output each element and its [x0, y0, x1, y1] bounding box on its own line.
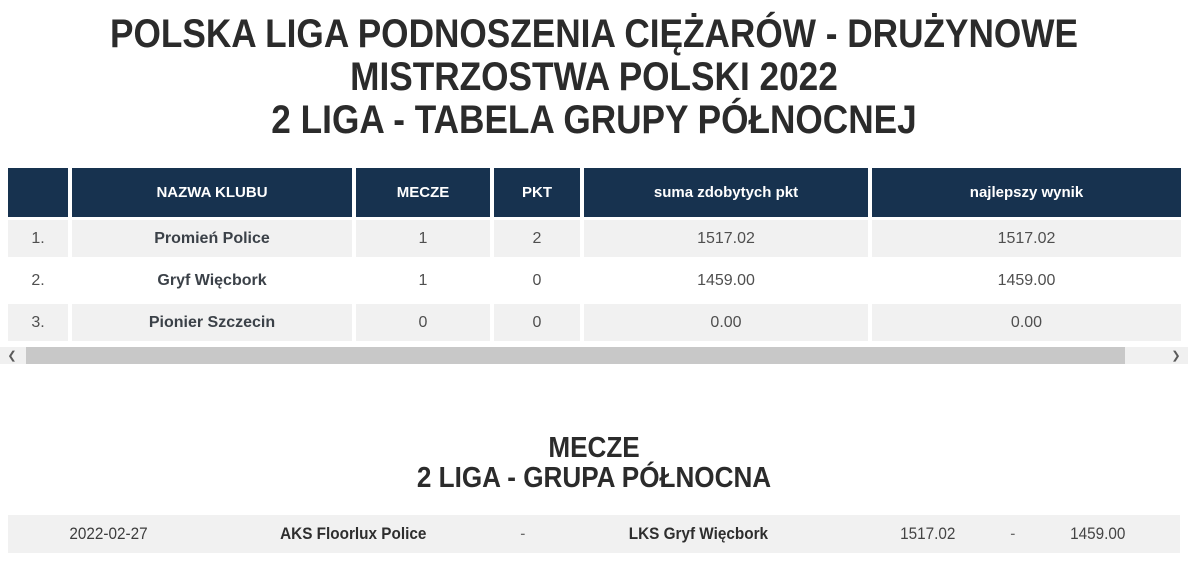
page-title-line-2: MISTRZOSTWA POLSKI 2022	[350, 55, 838, 99]
rank-cell: 3.	[8, 304, 68, 341]
match-date: 2022-02-27	[68, 524, 148, 543]
matches-cell: 0	[356, 304, 490, 341]
match-row	[8, 515, 1180, 553]
points-cell: 0	[494, 262, 580, 299]
page-title-line-1: POLSKA LIGA PODNOSZENIA CIĘŻARÓW - DRUŻYNOWE	[110, 12, 1078, 56]
club-cell: Promień Police	[72, 220, 352, 257]
standings-table	[8, 168, 1181, 341]
header-points: PKT	[494, 168, 580, 217]
matches-cell: 1	[356, 262, 490, 299]
total-points-cell: 0.00	[584, 304, 868, 341]
page-title	[0, 13, 1188, 142]
match-home-score: 1517.02	[900, 524, 956, 543]
club-cell: Pionier Szczecin	[72, 304, 352, 341]
points-cell: 2	[494, 220, 580, 257]
matches-heading-line-1: MECZE	[548, 432, 640, 464]
match-separator: -	[520, 524, 526, 543]
best-result-cell: 1459.00	[872, 262, 1181, 299]
page-title-line-3: 2 LIGA - TABELA GRUPY PÓŁNOCNEJ	[271, 98, 917, 142]
header-rank	[8, 168, 68, 217]
header-matches: MECZE	[356, 168, 490, 217]
points-cell: 0	[494, 304, 580, 341]
scrollbar-thumb[interactable]	[26, 347, 1125, 364]
table-row	[8, 304, 1181, 341]
match-away-club: LKS Gryf Więcbork	[628, 524, 768, 543]
header-club-name: NAZWA KLUBU	[72, 168, 352, 217]
matches-heading-line-2: 2 LIGA - GRUPA PÓŁNOCNA	[416, 462, 772, 494]
table-row	[8, 220, 1181, 257]
matches-heading	[0, 433, 1188, 493]
scroll-right-icon[interactable]: ❯	[1171, 350, 1181, 362]
total-points-cell: 1517.02	[584, 220, 868, 257]
scroll-left-icon[interactable]: ❮	[7, 350, 17, 362]
total-points-cell: 1459.00	[584, 262, 868, 299]
best-result-cell: 1517.02	[872, 220, 1181, 257]
horizontal-scrollbar[interactable]	[0, 346, 1188, 365]
match-away-score: 1459.00	[1070, 524, 1126, 543]
matches-cell: 1	[356, 220, 490, 257]
header-best-result: najlepszy wynik	[872, 168, 1181, 217]
table-row	[8, 262, 1181, 299]
match-score-separator: -	[1010, 524, 1016, 543]
match-home-club: AKS Floorlux Police	[279, 524, 427, 543]
club-cell: Gryf Więcbork	[72, 262, 352, 299]
header-total-points: suma zdobytych pkt	[584, 168, 868, 217]
best-result-cell: 0.00	[872, 304, 1181, 341]
rank-cell: 2.	[8, 262, 68, 299]
rank-cell: 1.	[8, 220, 68, 257]
standings-header-row	[8, 168, 1181, 217]
